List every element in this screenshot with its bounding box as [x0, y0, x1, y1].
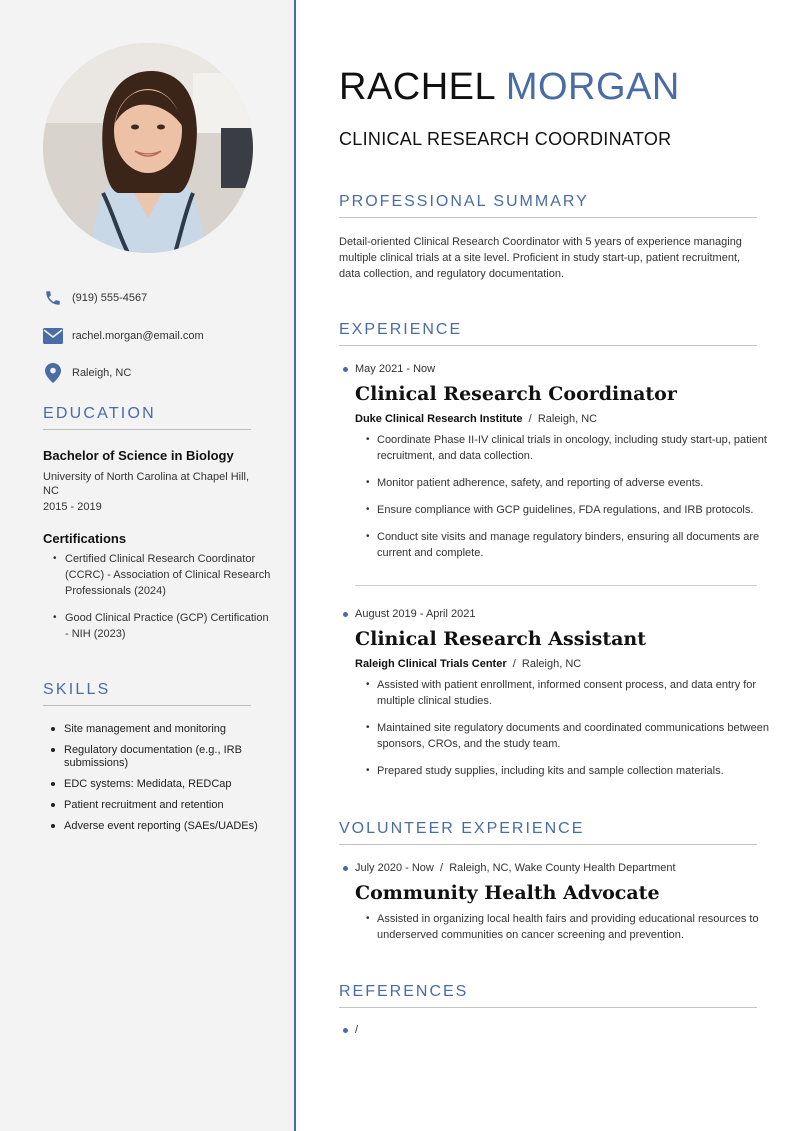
experience-role: Clinical Research Coordinator	[355, 383, 677, 405]
experience-entry	[339, 608, 769, 790]
volunteer-date: July 2020 - Now	[355, 862, 434, 874]
experience-bullet: • Monitor patient adherence, safety, and reporting of adverse events.	[377, 475, 769, 491]
experience-heading: EXPERIENCE	[339, 321, 757, 346]
experience-bullet: • Conduct site visits and manage regulatory binders, ensuring all documents are current and complete.	[377, 529, 769, 561]
certification-item: • Good Clinical Practice (GCP) Certification - NIH (2023)	[53, 610, 273, 642]
location-pin-icon	[43, 363, 63, 383]
experience-org: Duke Clinical Research Institute	[355, 413, 523, 425]
experience-entry	[339, 363, 769, 572]
phone-icon	[43, 288, 63, 308]
experience-bullets	[339, 432, 769, 561]
job-title: CLINICAL RESEARCH COORDINATOR	[339, 129, 672, 149]
volunteer-role: Community Health Advocate	[355, 882, 660, 904]
contact-location	[43, 363, 131, 383]
volunteer-bullets	[339, 911, 769, 943]
experience-role: Clinical Research Assistant	[355, 628, 647, 650]
skill-item: EDC systems: Medidata, REDCap	[50, 778, 260, 791]
skills-heading: SKILLS	[43, 681, 251, 706]
skill-item: Patient recruitment and retention	[50, 799, 260, 812]
volunteer-bullet: • Assisted in organizing local health fairs and providing educational resources to underserved communities on cancer screening and prevention.	[377, 911, 769, 943]
email-address: rachel.morgan@email.com	[72, 330, 204, 342]
education-degree: Bachelor of Science in Biology	[43, 448, 234, 463]
experience-bullet: • Prepared study supplies, including kits and sample collection materials.	[377, 763, 769, 779]
skill-item: Adverse event reporting (SAEs/UADEs)	[50, 820, 260, 833]
reference-item: /	[339, 1024, 358, 1036]
profile-photo	[43, 43, 253, 253]
experience-org-line	[355, 413, 769, 425]
certifications-list	[53, 551, 273, 653]
summary-heading: PROFESSIONAL SUMMARY	[339, 193, 757, 218]
experience-date: May 2021 - Now	[339, 363, 769, 375]
summary-text: Detail-oriented Clinical Research Coordinator with 5 years of experience managing multiple clinical trials at a site level. Proficient in study start-up, patient recruitment, data collection, and regulatory documentation.	[339, 236, 742, 280]
experience-date: August 2019 - April 2021	[339, 608, 769, 620]
skill-item: Regulatory documentation (e.g., IRB submissions)	[50, 744, 260, 770]
education-years: 2015 - 2019	[43, 501, 102, 513]
entry-divider	[355, 585, 757, 586]
contact-email[interactable]	[43, 326, 204, 346]
experience-bullets	[339, 677, 769, 779]
experience-bullet: • Coordinate Phase II-IV clinical trials in oncology, including study start-up, patient recruitment, and data collection.	[377, 432, 769, 464]
experience-bullet: • Ensure compliance with GCP guidelines, FDA regulations, and IRB protocols.	[377, 502, 769, 518]
volunteer-date-line	[339, 862, 769, 874]
experience-bullet: • Assisted with patient enrollment, informed consent process, and data entry for multiple clinical studies.	[377, 677, 769, 709]
experience-bullet: • Maintained site regulatory documents and coordinated communications between sponsors, CROs, and the study team.	[377, 720, 769, 752]
contact-phone[interactable]	[43, 288, 147, 308]
education-heading: EDUCATION	[43, 405, 251, 430]
last-name: MORGAN	[505, 66, 680, 108]
volunteer-location: Raleigh, NC, Wake County Health Department	[449, 862, 676, 874]
references-heading: REFERENCES	[339, 983, 757, 1008]
separator: /	[440, 862, 444, 874]
phone-number: (919) 555-4567	[72, 292, 148, 304]
experience-location: Raleigh, NC	[537, 413, 598, 425]
experience-org: Raleigh Clinical Trials Center	[355, 658, 507, 670]
experience-location: Raleigh, NC	[521, 658, 582, 670]
separator: /	[512, 658, 516, 670]
sidebar	[0, 0, 296, 1131]
education-school: University of North Carolina at Chapel Hill, NC	[43, 471, 250, 497]
skills-list	[50, 723, 260, 841]
certifications-heading: Certifications	[43, 531, 127, 546]
email-icon	[43, 326, 63, 346]
separator: /	[528, 413, 532, 425]
certification-item: • Certified Clinical Research Coordinator (CCRC) - Association of Clinical Research Professionals (2024)	[53, 551, 273, 599]
location-text: Raleigh, NC	[72, 367, 132, 379]
skill-item: Site management and monitoring	[50, 723, 260, 736]
experience-org-line	[355, 658, 769, 670]
volunteer-entry	[339, 862, 769, 954]
full-name	[339, 66, 680, 109]
first-name: RACHEL	[339, 66, 495, 108]
volunteer-heading: VOLUNTEER EXPERIENCE	[339, 820, 757, 845]
